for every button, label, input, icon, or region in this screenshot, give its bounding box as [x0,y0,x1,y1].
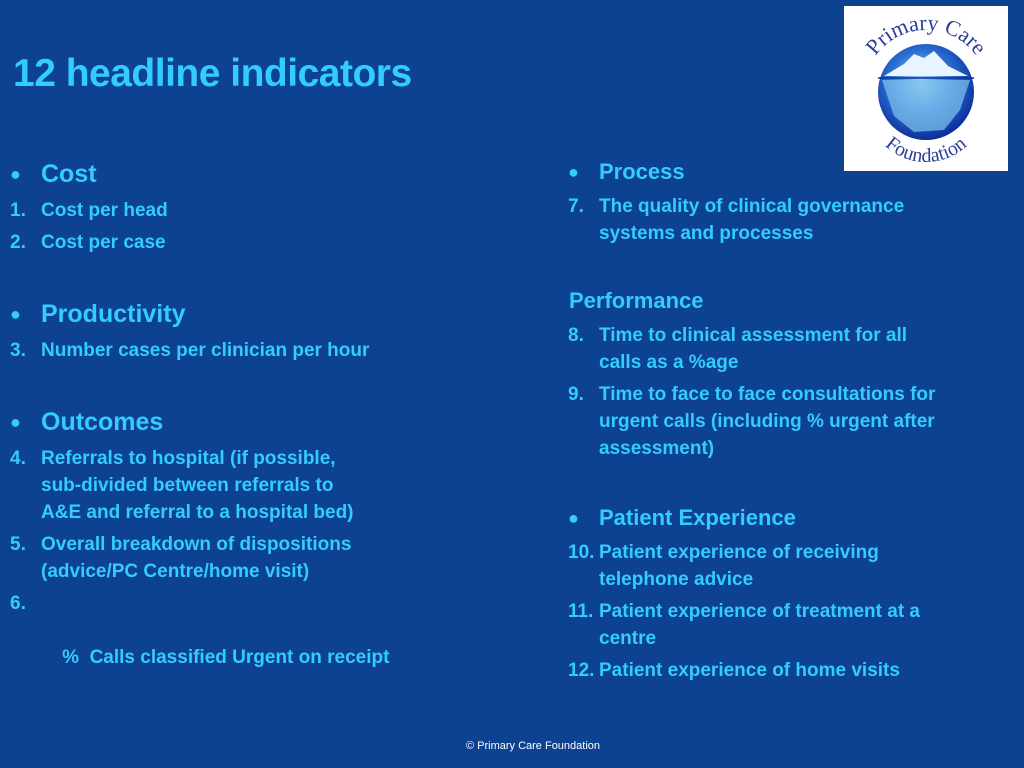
item-number: 3. [10,340,26,361]
item-text-line: assessment) [599,438,715,459]
item-text-line: Time to face to face consultations for [599,384,936,405]
item-text-line: Time to clinical assessment for all [599,325,907,346]
list-item [568,322,1018,376]
item-text-line: Overall breakdown of dispositions [41,534,352,555]
item-number: 1. [10,200,26,221]
item-text-line: Patient experience of treatment at a [599,601,920,622]
list-item [10,229,490,256]
item-text: Cost per head [41,200,168,221]
iceberg-globe-icon [844,6,1008,171]
item-number: 12. [568,660,595,681]
cost-heading [10,160,490,188]
item-text-line: urgent calls (including % urgent after [599,411,935,432]
bullet-icon: ● [10,412,21,432]
item-number: 6. [10,593,26,614]
list-item [568,539,1018,593]
item-number: 2. [10,232,26,253]
item-text-line: sub-divided between referrals to [41,475,334,496]
performance-heading [568,287,1018,315]
performance-heading-text: Performance [569,288,704,313]
slide-title: 12 headline indicators [13,52,412,95]
item-number: 5. [10,534,26,555]
item-text-line: A&E and referral to a hospital bed) [41,502,354,523]
list-item [568,193,1018,247]
patient-experience-heading-text: Patient Experience [599,505,796,530]
item-number: 10. [568,542,595,563]
logo-text-bottom: Foundation [881,132,971,168]
list-item [10,197,490,224]
right-column [568,158,1018,684]
item-text-line: Patient experience of receiving [599,542,879,563]
bullet-icon: ● [10,164,21,184]
list-item [10,445,490,526]
logo-text-top: Primary Care [860,9,993,60]
item-text-line: telephone advice [599,569,754,590]
productivity-heading-text: Productivity [41,300,186,328]
productivity-heading [10,300,490,328]
item-text-line: (advice/PC Centre/home visit) [41,561,310,582]
primary-care-foundation-logo [844,6,1008,171]
item-text-line: The quality of clinical governance [599,196,905,217]
item-text: Number cases per clinician per hour [41,340,370,361]
item-number: 11. [568,601,594,622]
list-item [10,590,490,698]
process-heading [568,158,1018,186]
cost-heading-text: Cost [41,160,97,188]
left-column [10,160,490,698]
item-text: Cost per case [41,232,166,253]
bullet-icon: ● [568,508,579,528]
item-number: 8. [568,325,584,346]
list-item [10,531,490,585]
list-item [568,598,1018,652]
item-text-line: systems and processes [599,223,814,244]
item-text-line: Referrals to hospital (if possible, [41,448,336,469]
item-text-line: centre [599,628,657,649]
process-heading-text: Process [599,159,685,184]
item-number: 7. [568,196,584,217]
item-number: 4. [10,448,26,469]
bullet-icon: ● [10,304,21,324]
list-item [568,657,1018,684]
list-item [568,381,1018,462]
outcomes-heading-text: Outcomes [41,408,164,436]
item-text: % Calls classified Urgent on receipt [62,647,390,668]
outcomes-heading [10,408,490,436]
item-text-line: calls as a %age [599,352,739,373]
patient-experience-heading [568,504,1018,532]
bullet-icon: ● [568,162,579,182]
item-text: Patient experience of home visits [599,660,900,681]
list-item [10,337,490,364]
footer-copyright: © Primary Care Foundation [465,740,601,752]
item-number: 9. [568,384,584,405]
